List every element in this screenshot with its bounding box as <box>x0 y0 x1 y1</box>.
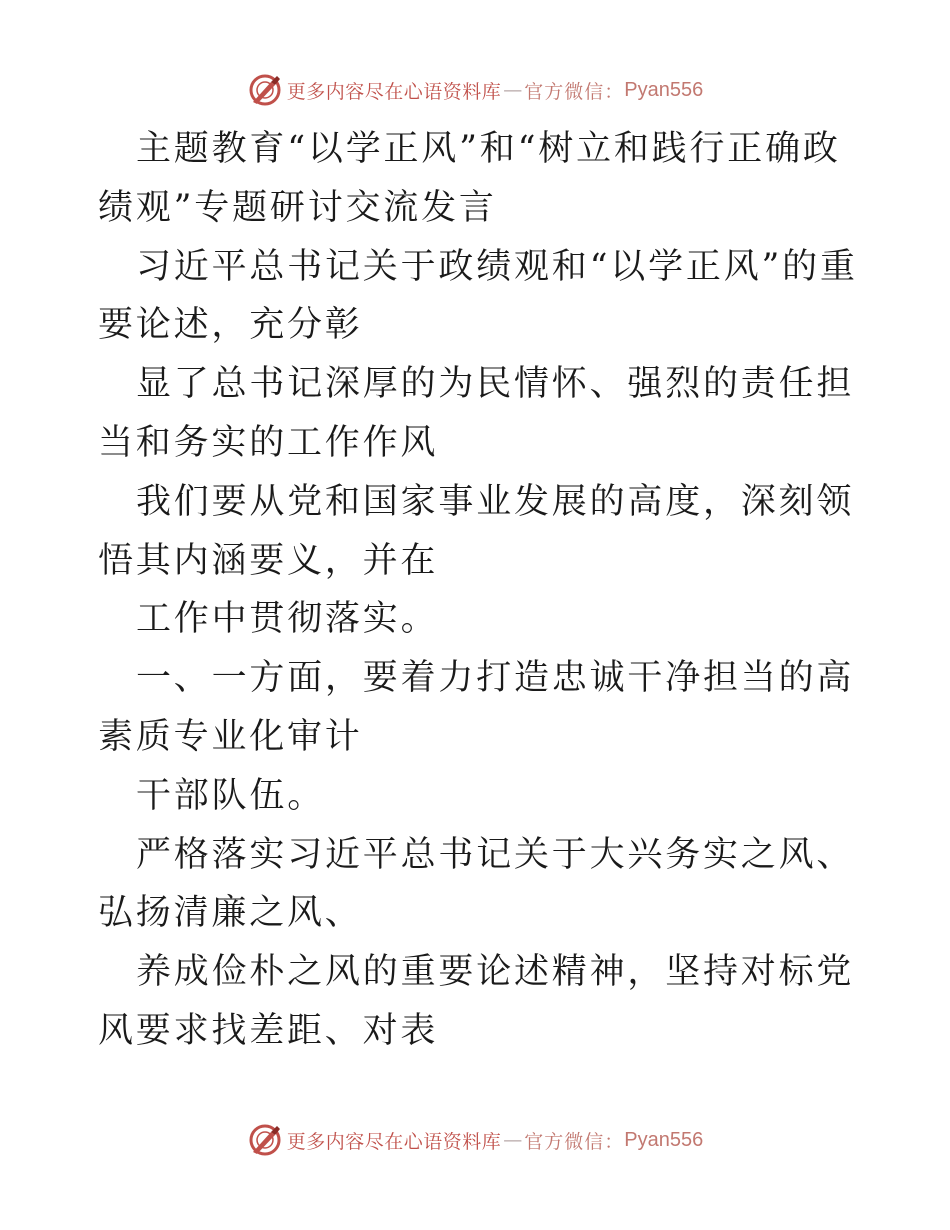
wechat-id: Pyan556 <box>624 1128 704 1151</box>
paragraph: 养成俭朴之风的重要论述精神，坚持对标党风要求找差距、对表 <box>98 952 855 1051</box>
paragraph: 严格落实习近平总书记关于大兴务实之风、弘扬清廉之风、 <box>98 834 855 934</box>
site-name-text: 更多内容尽在心语资料库 <box>286 1130 502 1153</box>
site-name-text: 更多内容尽在心语资料库 <box>286 80 502 103</box>
document-body <box>98 120 858 1061</box>
banner-separator: — <box>503 79 523 101</box>
pen-circle-logo-icon <box>247 1122 283 1158</box>
paragraph: 我们要从党和国家事业发展的高度，深刻领悟其内涵要义，并在 <box>98 481 855 581</box>
header-banner <box>0 70 950 110</box>
paragraph: 显了总书记深厚的为民情怀、强烈的责任担当和务实的工作作风 <box>98 364 855 463</box>
banner-separator: — <box>503 1129 523 1151</box>
wechat-label: 官方微信： <box>524 80 625 103</box>
paragraph: 工作中贯彻落实。 <box>136 599 439 640</box>
pen-circle-logo-icon <box>247 72 283 108</box>
footer-banner <box>0 1120 950 1160</box>
wechat-label: 官方微信： <box>524 1130 625 1153</box>
paragraph-title: 主题教育“以学正风”和“树立和践行正确政绩观”专题研讨交流发言 <box>98 129 841 228</box>
paragraph-heading: 一、一方面，要着力打造忠诚干净担当的高素质专业化审计 <box>98 658 855 757</box>
paragraph: 习近平总书记关于政绩观和“以学正风”的重要论述，充分彰 <box>98 246 858 346</box>
paragraph: 干部队伍。 <box>136 775 326 816</box>
wechat-id: Pyan556 <box>624 78 704 101</box>
